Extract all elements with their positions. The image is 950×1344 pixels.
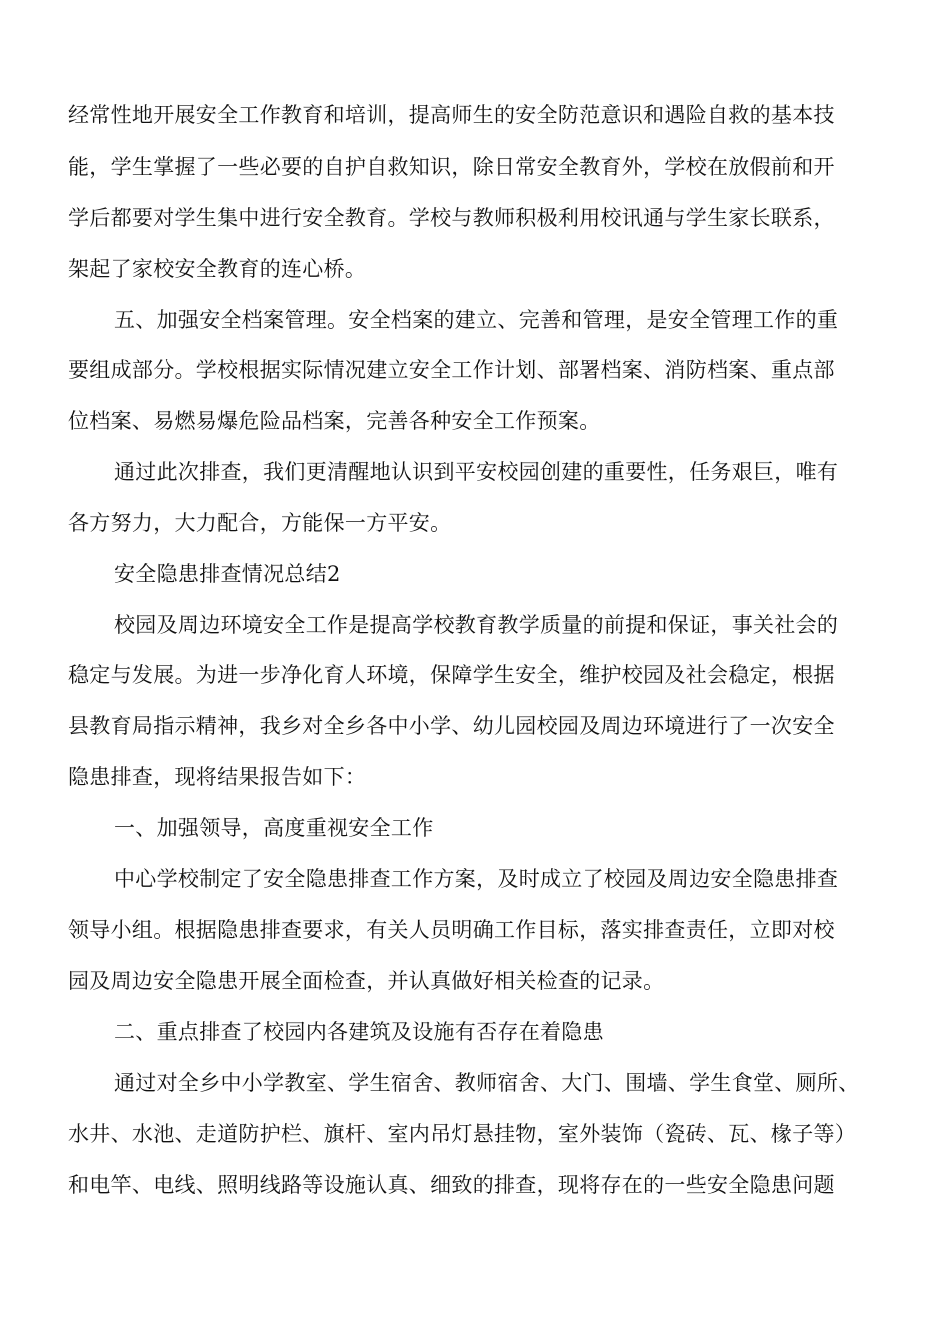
text-line: 要组成部分。学校根据实际情况建立安全工作计划、部署档案、消防档案、重点部 — [68, 358, 835, 382]
text-line: 能，学生掌握了一些必要的自护自救知识，除日常安全教育外，学校在放假前和开 — [68, 155, 835, 179]
text-line: 位档案、易燃易爆危险品档案，完善各种安全工作预案。 — [68, 409, 601, 433]
text-line: 园及周边安全隐患开展全面检查，并认真做好相关检查的记录。 — [68, 969, 665, 993]
text-line: 稳定与发展。为进一步净化育人环境，保障学生安全，维护校园及社会稳定，根据 — [68, 663, 835, 687]
text-line: 水井、水池、走道防护栏、旗杆、室内吊灯悬挂物，室外装饰（瓷砖、瓦、椽子等） — [68, 1122, 857, 1146]
section-title: 安全隐患排查情况总结2 — [114, 562, 341, 586]
text-line: 通过此次排查，我们更清醒地认识到平安校园创建的重要性，任务艰巨，唯有 — [114, 460, 839, 484]
text-line: 学后都要对学生集中进行安全教育。学校与教师积极利用校讯通与学生家长联系， — [68, 206, 835, 230]
text-line: 校园及周边环境安全工作是提高学校教育教学质量的前提和保证，事关社会的 — [114, 613, 839, 637]
text-line: 五、加强安全档案管理。安全档案的建立、完善和管理，是安全管理工作的重 — [114, 308, 839, 332]
text-line: 各方努力，大力配合，方能保一方平安。 — [68, 511, 452, 535]
text-line: 和电竿、电线、照明线路等设施认真、细致的排查，现将存在的一些安全隐患问题 — [68, 1173, 835, 1197]
text-line: 中心学校制定了安全隐患排查工作方案，及时成立了校园及周边安全隐患排查 — [114, 867, 839, 891]
text-line: 县教育局指示精神，我乡对全乡各中小学、幼儿园校园及周边环境进行了一次安全 — [68, 714, 835, 738]
text-line: 架起了家校安全教育的连心桥。 — [68, 257, 367, 281]
text-line: 经常性地开展安全工作教育和培训，提高师生的安全防范意识和遇险自救的基本技 — [68, 103, 835, 127]
subheading: 一、加强领导，高度重视安全工作 — [114, 816, 434, 840]
text-line: 通过对全乡中小学教室、学生宿舍、教师宿舍、大门、围墙、学生食堂、厕所、 — [114, 1071, 860, 1095]
subheading: 二、重点排查了校园内各建筑及设施有否存在着隐患 — [114, 1020, 604, 1044]
text-line: 领导小组。根据隐患排查要求，有关人员明确工作目标，落实排查责任，立即对校 — [68, 918, 835, 942]
text-line: 隐患排查，现将结果报告如下： — [68, 765, 367, 789]
